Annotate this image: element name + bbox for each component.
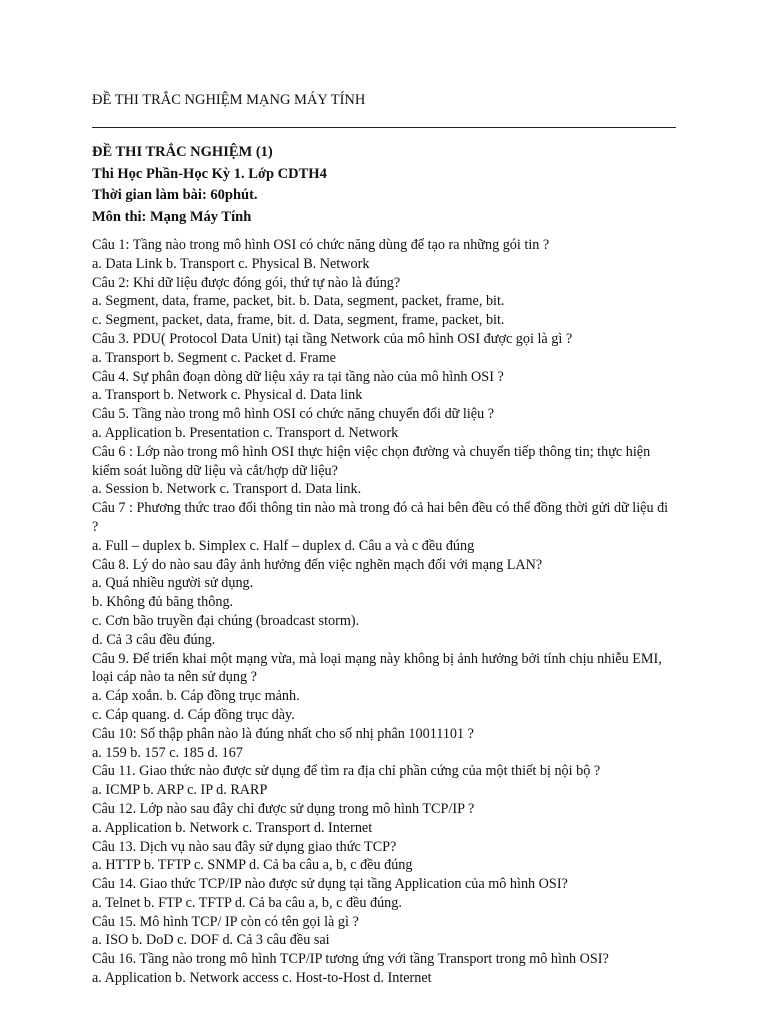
answer-line: a. Full – duplex b. Simplex c. Half – duplex d. Câu a và c đều đúng (92, 537, 475, 554)
answer-line: a. Transport b. Segment c. Packet d. Frame (92, 349, 336, 366)
answer-line: d. Cả 3 câu đều đúng. (92, 631, 216, 648)
answer-line: a. Telnet b. FTP c. TFTP d. Cả ba câu a, b, c đều đúng. (92, 894, 402, 911)
answer-line: a. Application b. Network access c. Host-to-Host d. Internet (92, 970, 432, 987)
answer-line: a. Session b. Network c. Transport d. Data link. (92, 481, 362, 498)
question-line: Câu 11. Giao thức nào được sử dụng để tìm ra địa chỉ phần cứng của một thiết bị nội bộ ? (92, 763, 601, 780)
question-line: Câu 4. Sự phân đoạn dòng dữ liệu xảy ra tại tầng nào của mô hình OSI ? (92, 368, 504, 385)
answer-line: a. Segment, data, frame, packet, bit. b. Data, segment, packet, frame, bit. (92, 293, 505, 310)
exam-course-line: Thi Học Phần-Học Kỳ 1. Lớp CDTH4 (92, 165, 327, 182)
question-line: Câu 12. Lớp nào sau đây chỉ được sử dụng trong mô hình TCP/IP ? (92, 800, 475, 817)
question-line: Câu 2: Khi dữ liệu được đóng gói, thứ tự nào là đúng? (92, 274, 401, 291)
question-line: Câu 14. Giao thức TCP/IP nào được sử dụng tại tầng Application của mô hình OSI? (92, 876, 568, 893)
question-line: Câu 1: Tầng nào trong mô hình OSI có chức năng dùng để tạo ra những gói tin ? (92, 237, 550, 253)
question-line: Câu 15. Mô hình TCP/ IP còn có tên gọi là gì ? (92, 913, 359, 930)
answer-line: c. Cơn bão truyền đại chúng (broadcast storm). (92, 612, 360, 629)
answer-line: c. Segment, packet, data, frame, bit. d. Data, segment, frame, packet, bit. (92, 312, 505, 329)
answer-line: a. Cáp xoắn. b. Cáp đồng trục mảnh. (92, 688, 300, 705)
exam-time-line: Thời gian làm bài: 60phút. (92, 187, 258, 203)
answer-line: a. Application b. Presentation c. Transport d. Network (92, 424, 399, 441)
answer-line: a. Transport b. Network c. Physical d. Data link (92, 387, 363, 404)
answer-line: ? (92, 518, 99, 535)
exam-subject-line: Môn thi: Mạng Máy Tính (92, 208, 252, 225)
answer-line: loại cáp nào ta nên sử dụng ? (92, 669, 257, 686)
exam-header (92, 142, 327, 228)
answer-line: a. Data Link b. Transport c. Physical B. Network (92, 255, 370, 272)
question-line: Câu 6 : Lớp nào trong mô hình OSI thực hiện việc chọn đường và chuyển tiếp thông tin; thực hiện (92, 443, 651, 460)
answer-line: a. Application b. Network c. Transport d. Internet (92, 819, 373, 836)
question-line: Câu 13. Dịch vụ nào sau đây sử dụng giao thức TCP? (92, 838, 397, 855)
answer-line: a. 159 b. 157 c. 185 d. 167 (92, 744, 243, 761)
question-list (92, 236, 682, 988)
answer-line: c. Cáp quang. d. Cáp đồng trục dày. (92, 706, 295, 723)
answer-line: kiểm soát luồng dữ liệu và cắt/hợp dữ liệu? (92, 462, 338, 479)
answer-line: b. Không đủ băng thông. (92, 594, 234, 611)
question-line: Câu 10: Số thập phân nào là đúng nhất cho số nhị phân 10011101 ? (92, 725, 474, 742)
question-line: Câu 16. Tầng nào trong mô hình TCP/IP tương ứng với tầng Transport trong mô hình OSI? (92, 951, 609, 968)
document-title: ĐỀ THI TRẮC NGHIỆM MẠNG MÁY TÍNH (92, 92, 366, 108)
question-line: Câu 9. Để triển khai một mạng vừa, mà loại mạng này không bị ảnh hưởng bởi tính chịu nhiễu EMI, (92, 650, 662, 667)
answer-line: a. HTTP b. TFTP c. SNMP d. Cả ba câu a, b, c đều đúng (92, 857, 413, 874)
answer-line: a. ISO b. DoD c. DOF d. Cả 3 câu đều sai (92, 932, 330, 949)
question-line: Câu 7 : Phương thức trao đổi thông tin nào mà trong đó cả hai bên đều có thể đồng thời gửi dữ liệu đi (92, 500, 669, 517)
answer-line: a. ICMP b. ARP c. IP d. RARP (92, 782, 268, 799)
question-line: Câu 8. Lý do nào sau đây ảnh hưởng đến việc nghẽn mạch đối với mạng LAN? (92, 556, 543, 573)
horizontal-divider (92, 127, 676, 128)
exam-heading: ĐỀ THI TRẮC NGHIỆM (1) (92, 144, 273, 160)
answer-line: a. Quá nhiều người sử dụng. (92, 575, 254, 592)
question-line: Câu 3. PDU( Protocol Data Unit) tại tầng Network của mô hình OSI được gọi là gì ? (92, 330, 573, 347)
question-line: Câu 5. Tầng nào trong mô hình OSI có chức năng chuyển đổi dữ liệu ? (92, 406, 495, 423)
